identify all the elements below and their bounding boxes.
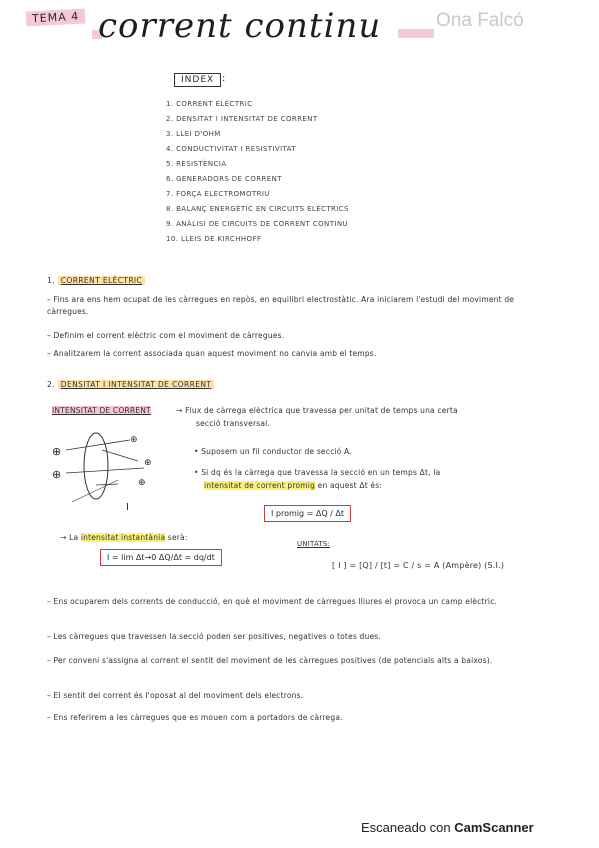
instant-pre: → La [60,533,79,542]
author-name: Ona Falcó [436,10,524,31]
intensity-term: INTENSITAT DE CORRENT [52,406,151,415]
section1-heading-num: 1. [47,276,55,285]
section2-bullet: – El sentit del corrent és l'oposat al del moviment dels electrons. [47,690,557,702]
formula-average: I promig = ΔQ / Δt [264,505,351,522]
section2-heading-num: 2. [47,380,55,389]
section2-heading [47,380,214,389]
index-item: 7. FORÇA ELECTROMOTRIU [166,190,270,198]
arrow-line [66,468,144,473]
section1-bullet: – Analitzarem la corrent associada quan aquest moviment no canvia amb el temps. [47,348,552,360]
index-item: 5. RESISTÈNCIA [166,160,227,168]
section1-bullet: – Definim el corrent elèctric com el moviment de càrregues. [47,330,552,342]
section2-heading-text: DENSITAT I INTENSITAT DE CORRENT [58,380,215,389]
section1-heading [47,276,145,285]
formula-instant: I = lim Δt→0 ΔQ/Δt = dq/dt [100,549,222,566]
units-formula: [ I ] = [Q] / [t] = C / s = A (Ampère) (S.I.) [332,561,505,570]
bullet-conductor: • Suposem un fil conductor de secció A. [194,447,352,456]
current-symbol: I [126,502,129,513]
scanner-watermark [361,820,534,835]
charge-symbol: ⊕ [52,468,62,481]
index-title: INDEX [174,73,221,87]
scanner-prefix: Escaneado con [361,820,455,835]
instant-post: serà: [167,533,188,542]
index-item: 8. BALANÇ ENERGÈTIC EN CIRCUITS ELÈCTRICS [166,205,349,213]
average-term: intensitat de corrent promig [204,481,316,490]
charge-symbol: ⊕ [52,445,62,458]
charge-symbol: ⊕ [130,435,138,445]
instant-term: intensitat instantània [80,533,166,542]
arrow-line [66,440,130,450]
section2-bullet: – Ens ocuparem dels corrents de conducció, en què el moviment de càrregues lliures el provoca un camp elèctric. [47,596,557,608]
section2-bullet: – Per conveni s'assigna al corrent el sentit del moviment de les càrregues positives (de potencials alts a baixos). [47,655,557,667]
intensity-definition-1: → Flux de càrrega elèctrica que travessa per unitat de temps una certa [176,406,458,415]
section1-heading-text: CORRENT ELÈCTRIC [58,276,145,285]
units-label: UNITATS: [297,540,331,548]
index-item: 6. GENERADORS DE CORRENT [166,175,282,183]
index-item: 4. CONDUCTIVITAT I RESISTIVITAT [166,145,296,153]
intensity-definition-2: secció transversal. [196,419,271,428]
tema-label: TEMA 4 [26,8,86,26]
instant-label [60,532,188,544]
title-accent-right [398,29,434,38]
section2-bullet: – Ens referirem a les càrregues que es mouen com a portadors de càrrega. [47,712,557,724]
charge-symbol: ⊕ [138,478,146,488]
charge-symbol: ⊕ [144,458,152,468]
arrow-line [96,484,118,485]
bullet-average-2 [204,480,382,492]
conductor-diagram [52,428,162,508]
scanner-brand: CamScanner [454,820,534,835]
average-rest: en aquest Δt és: [317,481,383,490]
intensity-label [52,405,151,417]
index-item: 10. LLEIS DE KIRCHHOFF [166,235,262,243]
index-item: 1. CORRENT ELÈCTRIC [166,100,253,108]
index-item: 2. DENSITAT I INTENSITAT DE CORRENT [166,115,318,123]
section2-bullet: – Les càrregues que travessen la secció poden ser positives, negatives o totes dues. [47,631,557,643]
index-colon: : [222,73,226,84]
index-item: 3. LLEI D'OHM [166,130,221,138]
page-title: corrent continu [98,6,382,46]
conductor-section [84,433,108,499]
index-item: 9. ANÀLISI DE CIRCUITS DE CORRENT CONTINU [166,220,348,228]
section1-bullet: – Fins ara ens hem ocupat de les càrregues en repòs, en equilibri electrostàtic. Ara iniciarem l'estudi del moviment de càrregues. [47,294,552,318]
index-list [166,97,349,247]
bullet-average-1: • Si dq és la càrrega que travessa la secció en un temps Δt, la [194,468,441,477]
